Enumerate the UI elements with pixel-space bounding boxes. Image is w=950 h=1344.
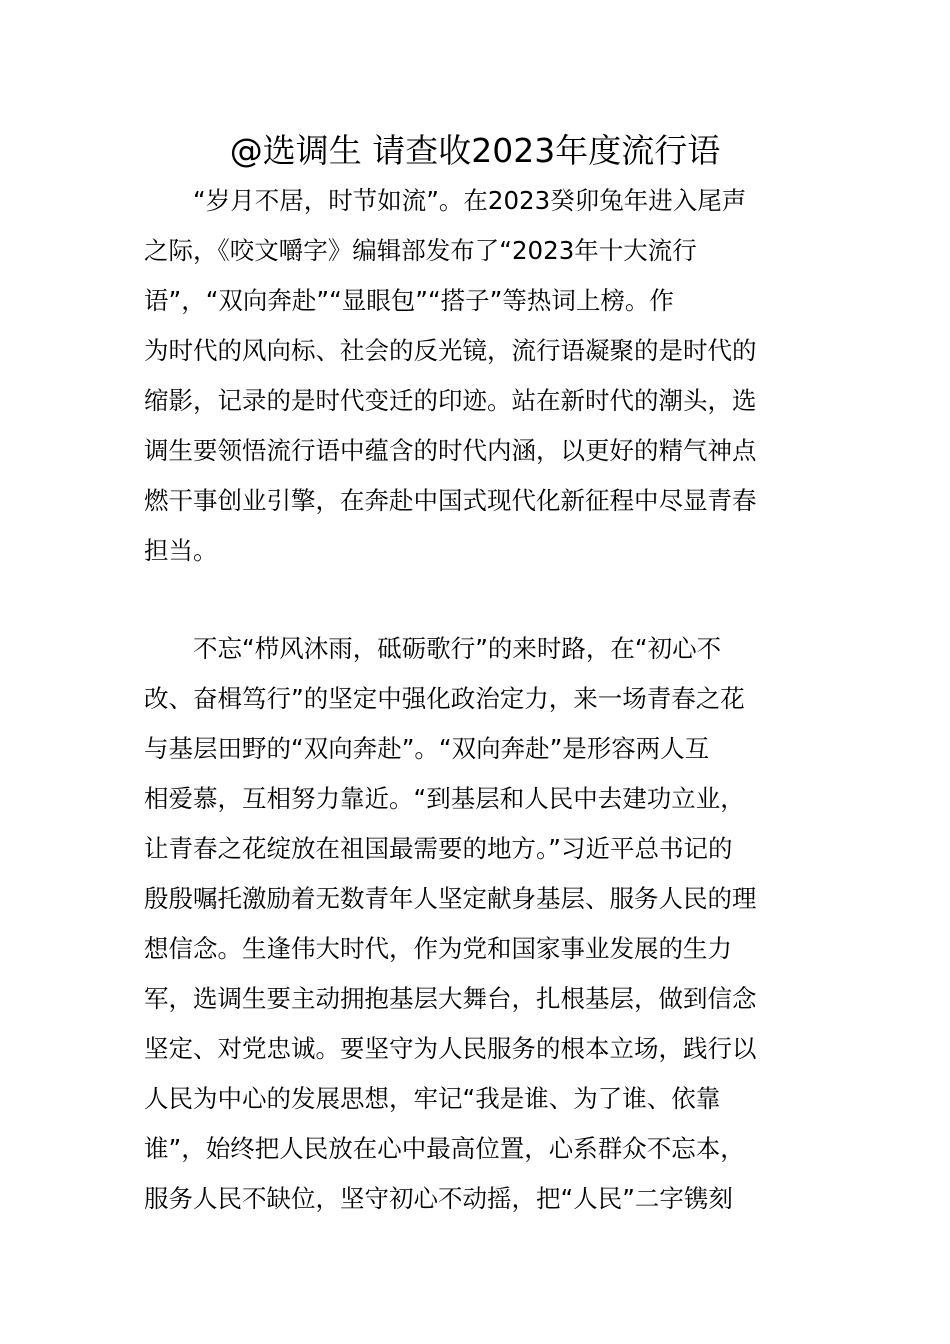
paragraph-2-line: 殷殷嘱托激励着无数青年人坚定献身基层、服务人民的理 <box>144 884 757 913</box>
paragraph-2-line: 谁”，始终把人民放在心中最高位置，心系群众不忘本， <box>144 1134 745 1163</box>
document-title: @选调生 请查收2023年度流行语 <box>229 131 721 170</box>
paragraph-1-line: 之际，《咬文嚼字》编辑部发布了“2023年十大流行 <box>144 236 697 265</box>
paragraph-1-line: 语”，“双向奔赴”“显眼包”“搭子”等热词上榜。作 <box>144 286 674 315</box>
paragraph-1-line: 缩影，记录的是时代变迁的印迹。站在新时代的潮头，选 <box>144 386 757 415</box>
paragraph-2-line: 军，选调生要主动拥抱基层大舞台，扎根基层，做到信念 <box>144 984 757 1013</box>
paragraph-1-line: 调生要领悟流行语中蕴含的时代内涵，以更好的精气神点 <box>144 436 757 465</box>
paragraph-1-line: 燃干事创业引擎，在奔赴中国式现代化新征程中尽显青春 <box>144 486 757 515</box>
paragraph-1-line: 担当。 <box>144 536 218 565</box>
paragraph-1-line: 为时代的风向标、社会的反光镜，流行语凝聚的是时代的 <box>144 336 757 365</box>
paragraph-2-line: 改、奋楫笃行”的坚定中强化政治定力，来一场青春之花 <box>144 684 745 713</box>
paragraph-1-line: “岁月不居，时节如流”。在2023癸卯兔年进入尾声 <box>193 186 747 215</box>
paragraph-2-line: 不忘“栉风沐雨，砥砺歌行”的来时路，在“初心不 <box>193 634 722 663</box>
paragraph-2-line: 想信念。生逢伟大时代，作为党和国家事业发展的生力 <box>144 934 732 963</box>
paragraph-2-line: 让青春之花绽放在祖国最需要的地方。”习近平总书记的 <box>144 834 733 863</box>
paragraph-2-line: 与基层田野的“双向奔赴”。“双向奔赴”是形容两人互 <box>144 734 710 763</box>
paragraph-2-line: 坚定、对党忠诚。要坚守为人民服务的根本立场，践行以 <box>144 1034 757 1063</box>
paragraph-2-line: 人民为中心的发展思想，牢记“我是谁、为了谁、依靠 <box>144 1084 721 1113</box>
paragraph-2-line: 相爱慕，互相努力靠近。“到基层和人民中去建功立业， <box>144 784 745 813</box>
paragraph-2-line: 服务人民不缺位，坚守初心不动摇，把“人民”二字镌刻 <box>144 1184 733 1213</box>
